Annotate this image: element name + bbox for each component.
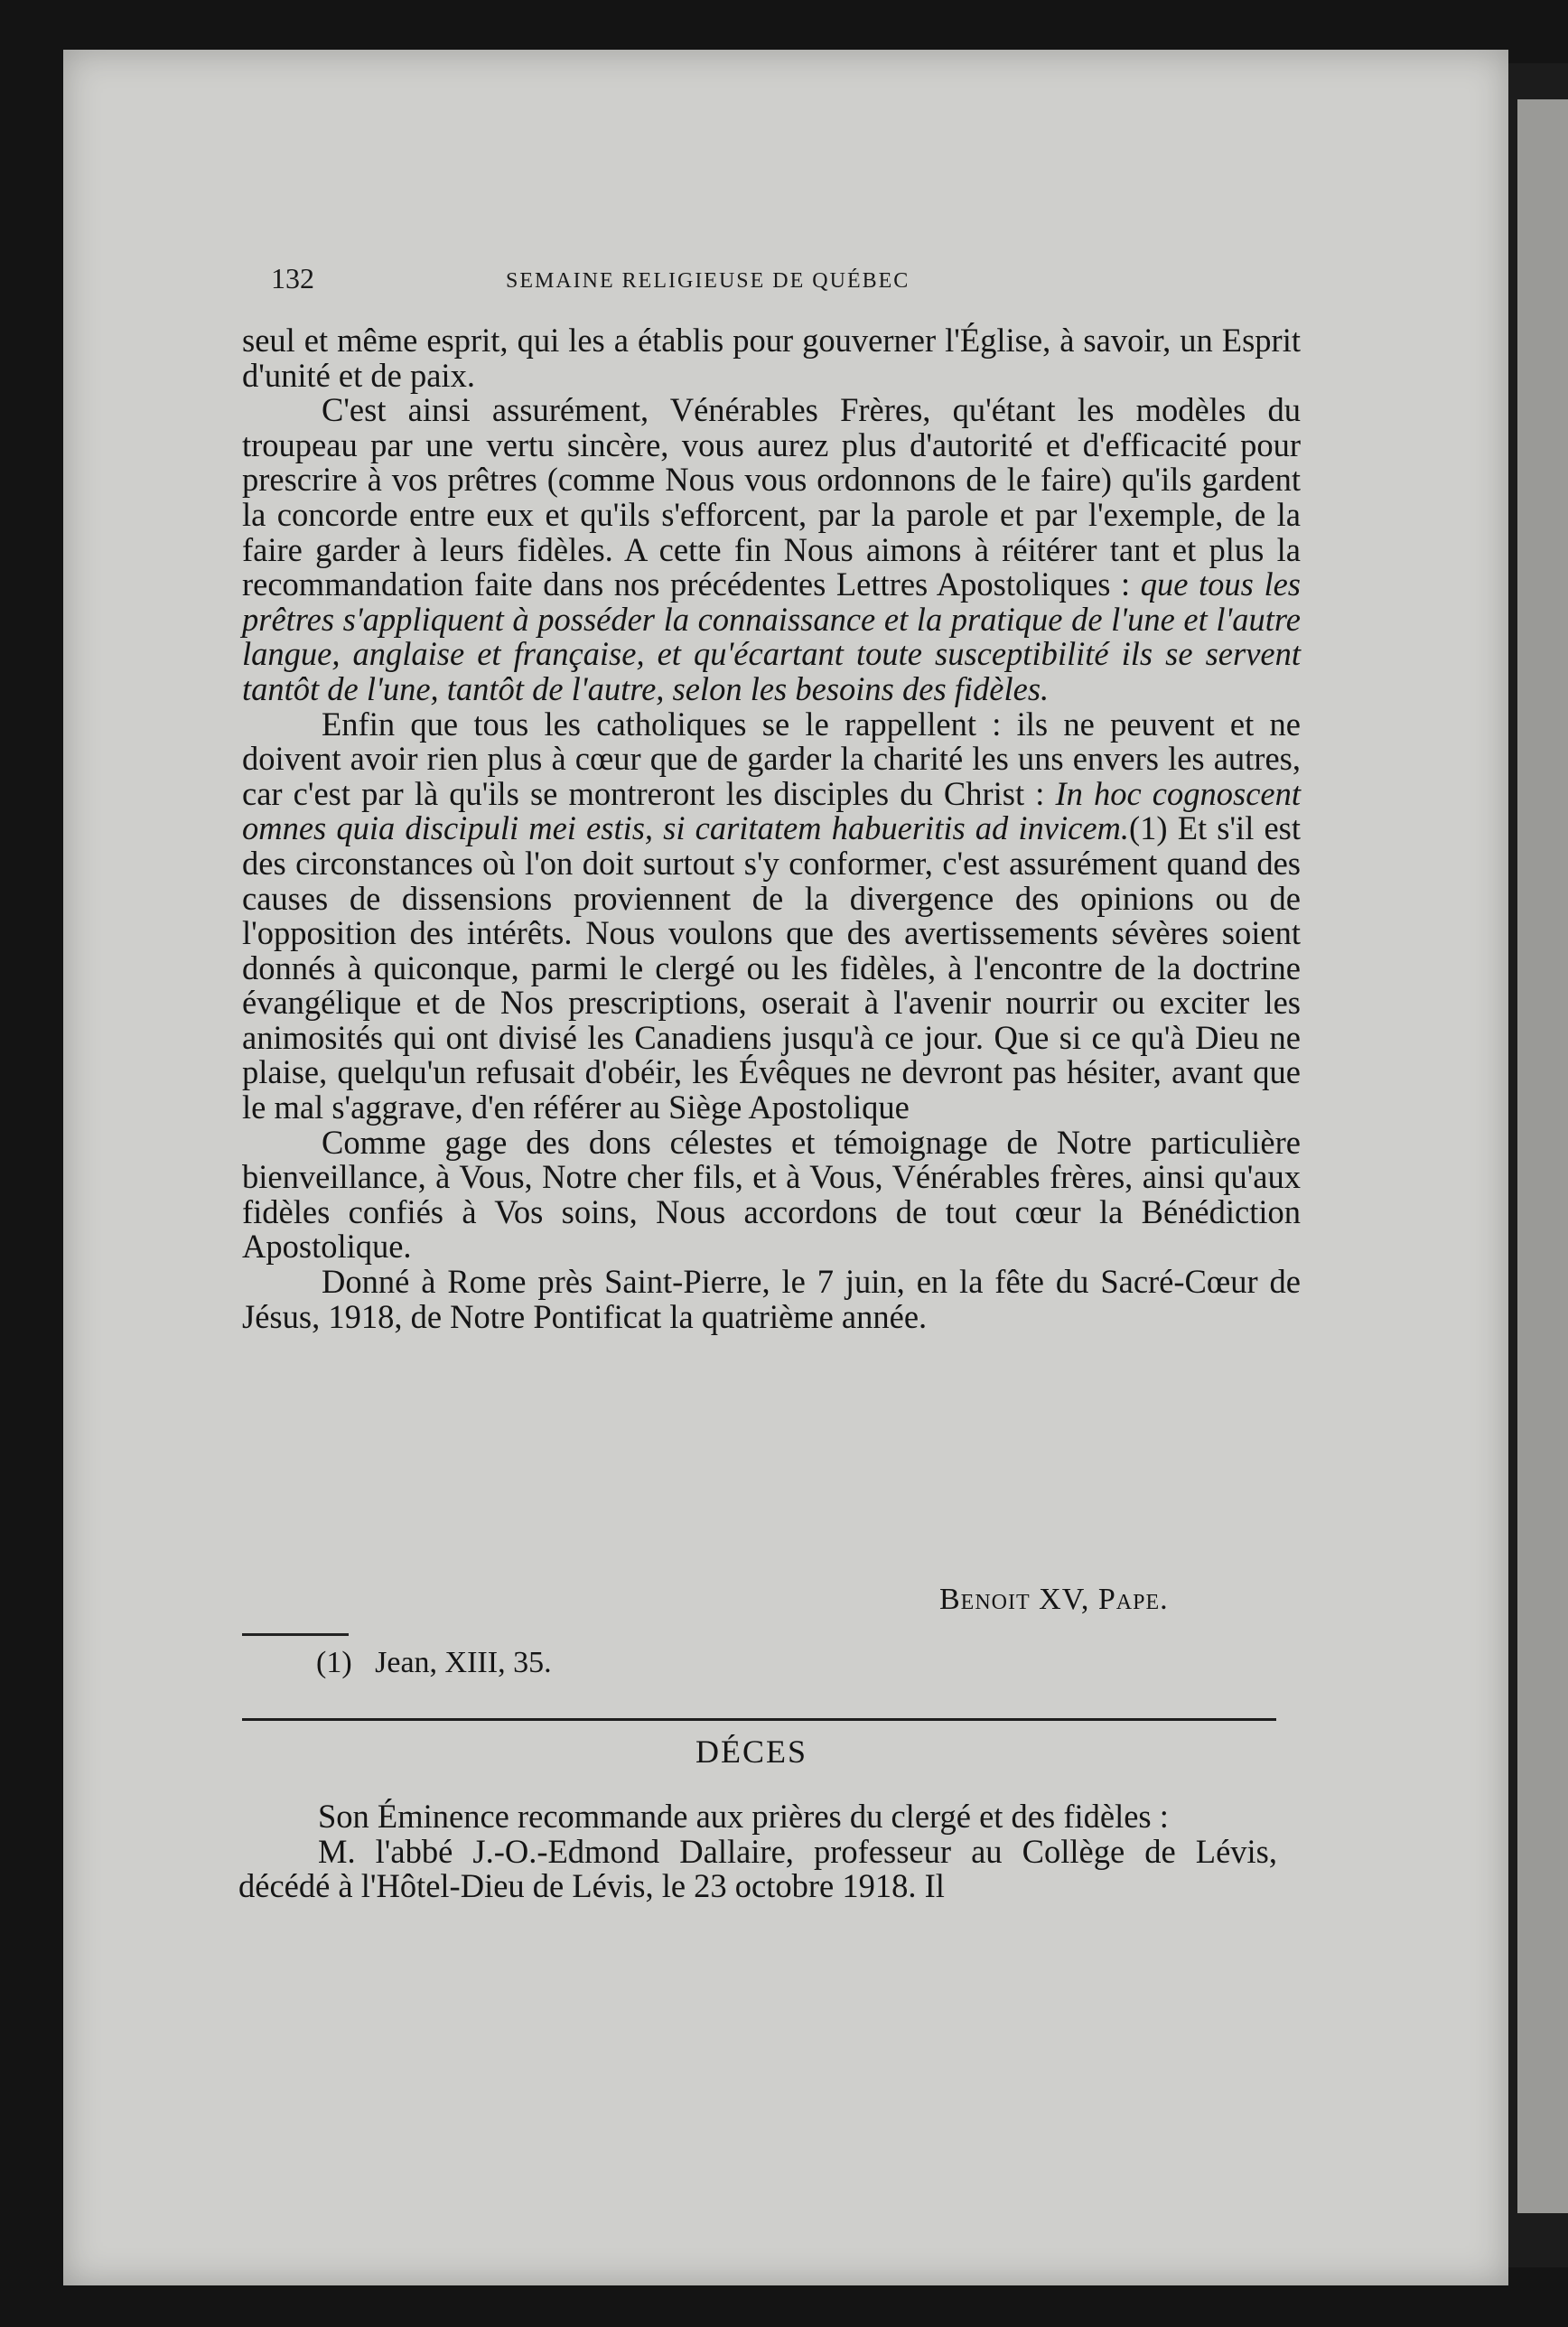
paragraph-concord-text: C'est ainsi assurément, Vénérables Frères, qu'étant les modèles du troupeau par une vertu sincère, vous aurez plus d'autorité et d'efficacité pour prescrire à vos prêtres (comme Nous vous ordonnons de le faire) qu'ils gardent la concorde entre eux et qu'ils s'efforcent, par la parole et par l'exemple, de la faire garder à leurs fidèles. A cette fin Nous aimons à réitérer tant et plus la recommandation faite dans nos précédentes Lettres Apostoliques : bbox=[242, 391, 1301, 603]
running-head: SEMAINE RELIGIEUSE DE QUÉBEC bbox=[506, 269, 910, 293]
paragraph-dated: Donné à Rome près Saint-Pierre, le 7 juin, en la fête du Sacré-Cœur de Jésus, 1918, de Notre Pontificat la quatrième année. bbox=[242, 1263, 1301, 1335]
page-header bbox=[271, 262, 1292, 298]
signature: Benoit XV, Pape. bbox=[939, 1583, 1169, 1616]
deces-body bbox=[238, 1799, 1277, 1904]
adjacent-page bbox=[1517, 99, 1568, 2213]
deces-entry: M. l'abbé J.-O.-Edmond Dallaire, professeur au Collège de Lévis, décédé à l'Hôtel-Dieu de Lévis, le 23 octobre 1918. Il bbox=[238, 1832, 1277, 1905]
paragraph-charity bbox=[242, 707, 1301, 1126]
footnote-rule bbox=[242, 1633, 349, 1636]
section-title: DÉCES bbox=[695, 1734, 808, 1770]
footnote-ref: (1) bbox=[1129, 809, 1168, 847]
footnote: (1) Jean, XIII, 35. bbox=[316, 1646, 552, 1679]
paragraph-continuation: seul et même esprit, qui les a établis pour gouverner l'Église, à savoir, un Esprit d'unité et de paix. bbox=[242, 322, 1301, 394]
latin-quote: In hoc cognoscent omnes quia discipuli mei estis, si caritatem habueritis ad invicem. bbox=[242, 774, 1302, 847]
italic-recommendation: que tous les prêtres s'appliquent à posséder la connaissance et la pratique de l'une et l'autre langue, anglaise et française, et qu'écartant toute susceptibilité ils se servent tantôt de l'une, tantôt de l'autre, selon les besoins des fidèles. bbox=[242, 565, 1302, 707]
paragraph-blessing: Comme gage des dons célestes et témoignage de Notre particulière bienveillance, à Vous, Notre cher fils, et à Vous, Vénérables frères, ainsi qu'aux fidèles confiés à Vos soins, Nous accordons de tout cœur la Bénédiction Apostolique. bbox=[242, 1123, 1301, 1266]
letter-body bbox=[242, 323, 1301, 1334]
deces-intro: Son Éminence recommande aux prières du clergé et des fidèles : bbox=[318, 1798, 1169, 1835]
paragraph-concord bbox=[242, 393, 1301, 706]
paragraph-charity-rest: Et s'il est des circonstances où l'on doit surtout s'y conformer, c'est assurément quand des causes de dissensions proviennent de la divergence des opinions ou de l'opposition des intérêts. Nous voulons que des avertissements sévères soient donnés à quiconque, parmi le clergé ou les fidèles, à l'encontre de la doctrine évangélique et de Nos prescriptions, oserait à l'avenir nourrir ou exciter les animosités qui ont divisé les Canadiens jusqu'à ce jour. Que si ce qu'à Dieu ne plaise, quelqu'un refusait d'obéir, les Évêques ne devront pas hésiter, avant que le mal s'aggrave, d'en référer au Siège Apostolique bbox=[242, 809, 1301, 1126]
section-divider bbox=[242, 1718, 1276, 1721]
paragraph-charity-text: Enfin que tous les catholiques se le rappellent : ils ne peuvent et ne doivent avoir rien plus à cœur que de garder la charité les uns envers les autres, car c'est par là qu'ils se montreront les disciples du Christ : bbox=[242, 705, 1301, 812]
page-number: 132 bbox=[271, 262, 314, 294]
